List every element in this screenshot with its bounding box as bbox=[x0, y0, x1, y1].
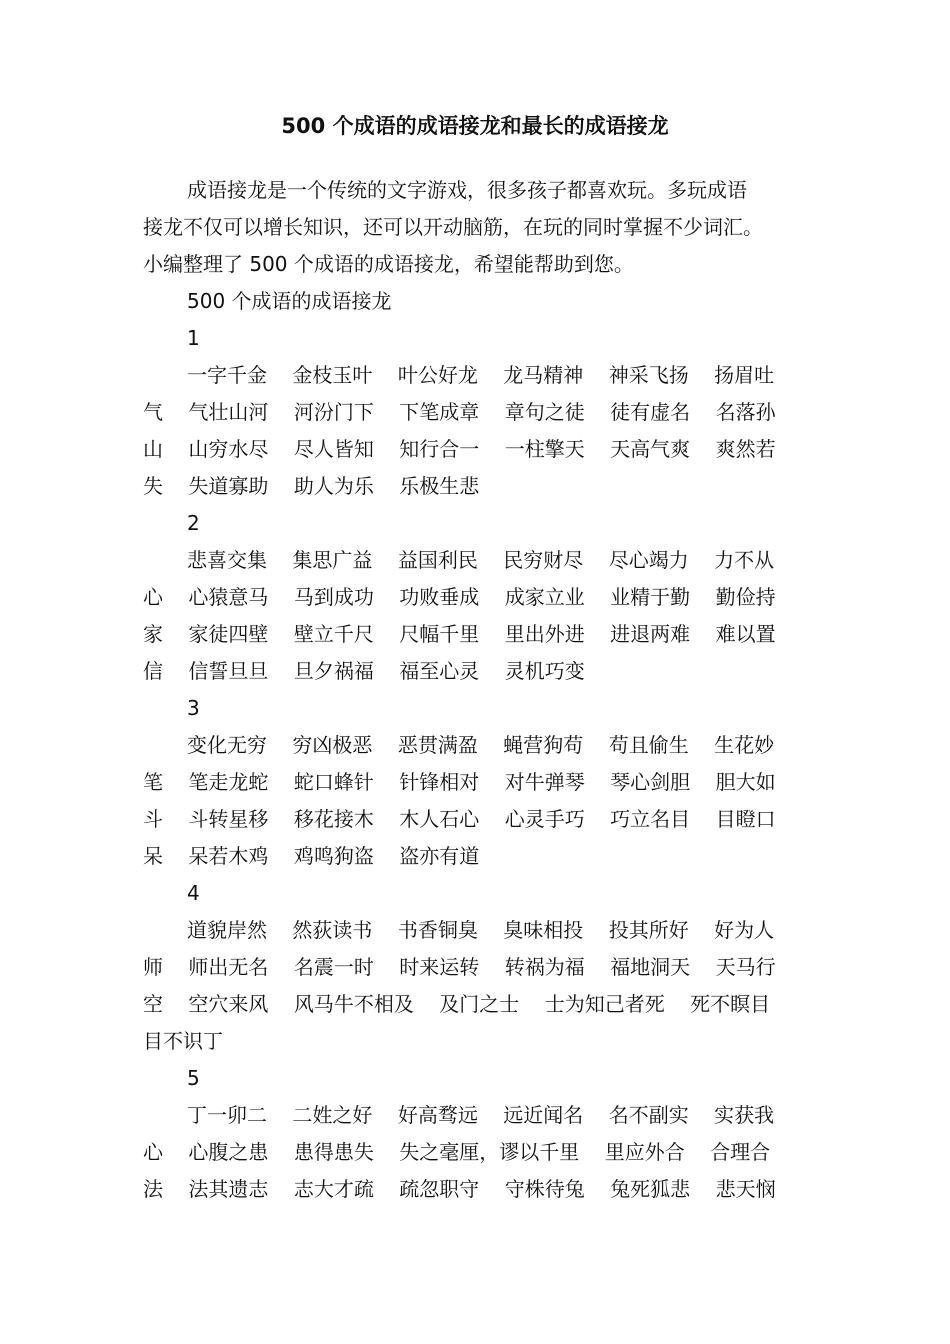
group-line: 法 法其遗志 志大才疏 疏忽职守 守株待兔 兔死狐悲 悲天悯 bbox=[143, 1177, 776, 1201]
group-line: 山 山穷水尽 尽人皆知 知行合一 一柱擎天 天高气爽 爽然若 bbox=[143, 437, 776, 461]
group-line: 悲喜交集 集思广益 益国利民 民穷财尽 尽心竭力 力不从 bbox=[187, 548, 775, 572]
group-line: 师 师出无名 名震一时 时来运转 转祸为福 福地洞天 天马行 bbox=[143, 955, 776, 979]
group-line: 目不识丁 bbox=[143, 1029, 223, 1053]
group-line: 心 心腹之患 患得患失 失之毫厘，谬以千里 里应外合 合理合 bbox=[143, 1140, 771, 1164]
group-number: 2 bbox=[187, 511, 200, 535]
group-line: 心 心猿意马 马到成功 功败垂成 成家立业 业精于勤 勤俭持 bbox=[143, 585, 776, 609]
group-number: 3 bbox=[187, 696, 200, 720]
group-line: 道貌岸然 然荻读书 书香铜臭 臭味相投 投其所好 好为人 bbox=[187, 918, 775, 942]
group-line: 信 信誓旦旦 旦夕祸福 福至心灵 灵机巧变 bbox=[143, 659, 585, 683]
document-title: 500 个成语的成语接龙和最长的成语接龙 bbox=[281, 114, 669, 138]
group-line: 笔 笔走龙蛇 蛇口蜂针 针锋相对 对牛弹琴 琴心剑胆 胆大如 bbox=[143, 770, 776, 794]
intro-line-2: 接龙不仅可以增长知识，还可以开动脑筋，在玩的同时掌握不少词汇。 bbox=[143, 215, 763, 239]
intro-line-1: 成语接龙是一个传统的文字游戏，很多孩子都喜欢玩。多玩成语 bbox=[187, 178, 747, 202]
group-number: 1 bbox=[187, 326, 200, 350]
section-heading: 500 个成语的成语接龙 bbox=[187, 289, 392, 313]
group-line: 家 家徒四壁 壁立千尺 尺幅千里 里出外进 进退两难 难以置 bbox=[143, 622, 776, 646]
intro-line-3: 小编整理了 500 个成语的成语接龙，希望能帮助到您。 bbox=[143, 252, 634, 276]
group-line: 气 气壮山河 河汾门下 下笔成章 章句之徒 徒有虚名 名落孙 bbox=[143, 400, 776, 424]
group-line: 变化无穷 穷凶极恶 恶贯满盈 蝇营狗苟 苟且偷生 生花妙 bbox=[187, 733, 775, 757]
group-line: 斗 斗转星移 移花接木 木人石心 心灵手巧 巧立名目 目瞪口 bbox=[143, 807, 776, 831]
group-line: 失 失道寡助 助人为乐 乐极生悲 bbox=[143, 474, 480, 498]
group-line: 一字千金 金枝玉叶 叶公好龙 龙马精神 神采飞扬 扬眉吐 bbox=[187, 363, 775, 387]
group-number: 5 bbox=[187, 1066, 200, 1090]
group-number: 4 bbox=[187, 881, 200, 905]
group-line: 空 空穴来风 风马牛不相及 及门之士 士为知己者死 死不瞑目 bbox=[143, 992, 771, 1016]
group-line: 呆 呆若木鸡 鸡鸣狗盗 盗亦有道 bbox=[143, 844, 480, 868]
group-line: 丁一卯二 二姓之好 好高骛远 远近闻名 名不副实 实获我 bbox=[187, 1103, 775, 1127]
